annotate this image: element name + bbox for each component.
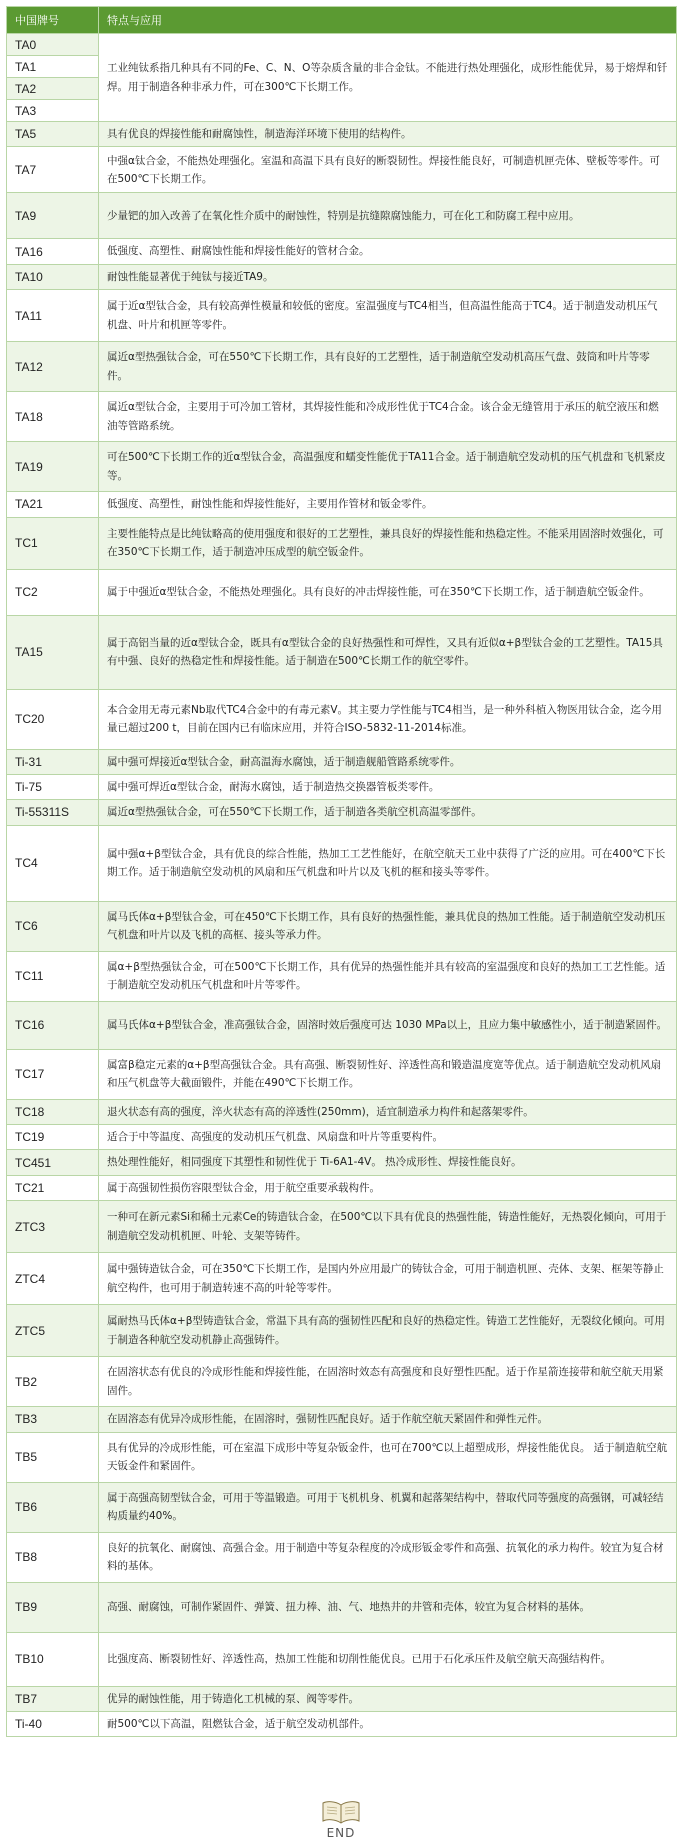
desc-cell: 属中强α+β型钛合金，具有优良的综合性能，热加工工艺性能好，在航空航天工业中获得了广泛的应用。可在400℃下长期工作。适于制造航空发动机的风扇和压气机盘和叶片以及飞机的框和接头等零件。 xyxy=(99,825,677,901)
header-desc: 特点与应用 xyxy=(99,7,677,34)
desc-cell: 本合金用无毒元素Nb取代TC4合金中的有毒元素V。其主要力学性能与TC4相当，是一种外科植入物医用钛合金，迄今用量已超过200 t，目前在国内已有临床应用，并符合ISO-5832-11-2014标准。 xyxy=(99,689,677,749)
grade-cell: ZTC3 xyxy=(7,1201,99,1253)
table-row xyxy=(7,1253,677,1305)
table-row xyxy=(7,492,677,517)
grade-cell: TA0 xyxy=(7,34,99,56)
grade-cell: TA11 xyxy=(7,290,99,342)
grade-cell: TA3 xyxy=(7,100,99,122)
grade-cell: TA1 xyxy=(7,56,99,78)
table-header-row xyxy=(7,7,677,34)
desc-cell: 适合于中等温度、高强度的发动机压气机盘、风扇盘和叶片等重要构件。 xyxy=(99,1125,677,1150)
desc-cell: 具有优良的焊接性能和耐腐蚀性，制造海洋环境下使用的结构件。 xyxy=(99,122,677,147)
table-row xyxy=(7,392,677,442)
table-row xyxy=(7,1150,677,1175)
grade-cell: Ti-40 xyxy=(7,1711,99,1736)
grade-cell: TB5 xyxy=(7,1432,99,1482)
table-row xyxy=(7,1482,677,1532)
grade-cell: TC1 xyxy=(7,517,99,569)
desc-cell: 属α+β型热强钛合金，可在500℃下长期工作，具有优异的热强性能并具有较高的室温强度和良好的热加工工艺性能。适于制造航空发动机压气机盘和叶片等零件。 xyxy=(99,951,677,1001)
table-row xyxy=(7,122,677,147)
grade-cell: TB10 xyxy=(7,1632,99,1686)
grade-cell: ZTC4 xyxy=(7,1253,99,1305)
desc-cell: 属近α型钛合金，主要用于可冷加工管材，其焊接性能和冷成形性优于TC4合金。该合金无缝管用于承压的航空液压和燃油等管路系统。 xyxy=(99,392,677,442)
table-row xyxy=(7,825,677,901)
grade-cell: TB6 xyxy=(7,1482,99,1532)
grade-cell: TA10 xyxy=(7,264,99,289)
grade-cell: TC19 xyxy=(7,1125,99,1150)
desc-cell: 属于中强近α型钛合金，不能热处理强化。具有良好的冲击焊接性能，可在350℃下长期工作，适于制造航空钣金件。 xyxy=(99,569,677,615)
desc-cell: 退火状态有高的强度，淬火状态有高的淬透性(250mm)，适宜制造承力构件和起落架零件。 xyxy=(99,1099,677,1124)
table-row xyxy=(7,774,677,799)
table-row xyxy=(7,1001,677,1049)
desc-cell: 工业纯钛系指几种具有不同的Fe、C、N、O等杂质含量的非合金钛。不能进行热处理强化，成形性能优异，易于熔焊和钎焊。用于制造各种非承力件，可在300℃下长期工作。 xyxy=(99,34,677,122)
desc-cell: 属马氏体α+β型钛合金，准高强钛合金，固溶时效后强度可达 1030 MPa以上，且应力集中敏感性小，适于制造紧固件。 xyxy=(99,1001,677,1049)
table-row xyxy=(7,689,677,749)
desc-cell: 低强度、高塑性、耐腐蚀性能和焊接性能好的管材合金。 xyxy=(99,239,677,264)
table-row xyxy=(7,290,677,342)
grade-cell: TA9 xyxy=(7,193,99,239)
grade-cell: TC6 xyxy=(7,901,99,951)
table-row xyxy=(7,1201,677,1253)
grade-cell: TA5 xyxy=(7,122,99,147)
desc-cell: 属于高强高韧型钛合金，可用于等温锻造。可用于飞机机身、机翼和起落架结构中，替取代同等强度的高强钢，可减轻结构质量约40%。 xyxy=(99,1482,677,1532)
grade-cell: Ti-31 xyxy=(7,749,99,774)
desc-cell: 一种可在新元素Si和稀土元素Ce的铸造钛合金，在500℃以下具有优良的热强性能，铸造性能好，无热裂化倾向，可用于制造航空发动机机匣、叶轮、支架等铸件。 xyxy=(99,1201,677,1253)
table-row xyxy=(7,1357,677,1407)
desc-cell: 低强度、高塑性，耐蚀性能和焊接性能好，主要用作管材和钣金零件。 xyxy=(99,492,677,517)
titanium-grades-table xyxy=(6,6,677,1737)
grade-cell: TC11 xyxy=(7,951,99,1001)
table-row xyxy=(7,800,677,825)
grade-cell: TA12 xyxy=(7,342,99,392)
table-row xyxy=(7,1099,677,1124)
desc-cell: 属富β稳定元素的α+β型高强钛合金。具有高强、断裂韧性好、淬透性高和锻造温度宽等优点。适于制造航空发动机风扇和压气机盘等大截面锻件，并能在490℃下长期工作。 xyxy=(99,1049,677,1099)
grade-cell: TB3 xyxy=(7,1407,99,1432)
grade-cell: Ti-75 xyxy=(7,774,99,799)
table-row xyxy=(7,1532,677,1582)
grade-cell: TA19 xyxy=(7,442,99,492)
footer xyxy=(0,1800,682,1840)
grade-cell: TA16 xyxy=(7,239,99,264)
table-row xyxy=(7,749,677,774)
grade-cell: TC18 xyxy=(7,1099,99,1124)
table-row xyxy=(7,442,677,492)
desc-cell: 属近α型热强钛合金，可在550℃下长期工作，具有良好的工艺塑性，适于制造航空发动机高压气盘、鼓筒和叶片等零件。 xyxy=(99,342,677,392)
desc-cell: 具有优异的冷成形性能，可在室温下成形中等复杂钣金件，也可在700℃以上超塑成形，焊接性能优良。 适于制造航空航天钣金件和紧固件。 xyxy=(99,1432,677,1482)
desc-cell: 属中强可焊近α型钛合金，耐海水腐蚀，适于制造热交换器管板类零件。 xyxy=(99,774,677,799)
table-row xyxy=(7,1686,677,1711)
table-row xyxy=(7,1432,677,1482)
desc-cell: 属于近α型钛合金，具有较高弹性模量和较低的密度。室温强度与TC4相当，但高温性能高于TC4。适于制造发动机压气机盘、叶片和机匣等零件。 xyxy=(99,290,677,342)
desc-cell: 属马氏体α+β型钛合金，可在450℃下长期工作，具有良好的热强性能，兼具优良的热加工性能。适于制造航空发动机压气机盘和叶片以及飞机的高框、接头等承力件。 xyxy=(99,901,677,951)
table-body xyxy=(7,34,677,1737)
table-row xyxy=(7,1582,677,1632)
desc-cell: 耐蚀性能显著优于纯钛与接近TA9。 xyxy=(99,264,677,289)
table-row xyxy=(7,1632,677,1686)
desc-cell: 中强α钛合金，不能热处理强化。室温和高温下具有良好的断裂韧性。焊接性能良好，可制造机匣壳体、壁板等零件。可在500℃下长期工作。 xyxy=(99,147,677,193)
desc-cell: 属中强可焊接近α型钛合金，耐高温海水腐蚀，适于制造舰船管路系统零件。 xyxy=(99,749,677,774)
table-row xyxy=(7,264,677,289)
desc-cell: 主要性能特点是比纯钛略高的使用强度和很好的工艺塑性，兼具良好的焊接性能和热稳定性。不能采用固溶时效强化，可在350℃下长期工作，适于制造冲压成型的航空钣金件。 xyxy=(99,517,677,569)
grade-cell: TB9 xyxy=(7,1582,99,1632)
table-row xyxy=(7,1711,677,1736)
grade-cell: TC16 xyxy=(7,1001,99,1049)
grade-cell: TC4 xyxy=(7,825,99,901)
table-row xyxy=(7,147,677,193)
open-book-icon xyxy=(321,1800,361,1824)
table-row xyxy=(7,342,677,392)
grade-cell: TB8 xyxy=(7,1532,99,1582)
table-row xyxy=(7,517,677,569)
desc-cell: 属于高强韧性损伤容限型钛合金，用于航空重要承载构件。 xyxy=(99,1175,677,1200)
grade-cell: TC2 xyxy=(7,569,99,615)
desc-cell: 属近α型热强钛合金，可在550℃下长期工作，适于制造各类航空机高温零部件。 xyxy=(99,800,677,825)
table-row xyxy=(7,34,677,56)
table-row xyxy=(7,1049,677,1099)
grade-cell: TB7 xyxy=(7,1686,99,1711)
header-grade: 中国牌号 xyxy=(7,7,99,34)
table-row xyxy=(7,901,677,951)
table-row xyxy=(7,951,677,1001)
grade-cell: TA15 xyxy=(7,615,99,689)
desc-cell: 优异的耐蚀性能，用于铸造化工机械的泵、阀等零件。 xyxy=(99,1686,677,1711)
table-row xyxy=(7,569,677,615)
table-row xyxy=(7,615,677,689)
grade-cell: TC21 xyxy=(7,1175,99,1200)
table-row xyxy=(7,1125,677,1150)
desc-cell: 在固溶态有优异冷成形性能，在固溶时，强韧性匹配良好。适于作航空航天紧固件和弹性元件。 xyxy=(99,1407,677,1432)
grade-cell: TA18 xyxy=(7,392,99,442)
desc-cell: 高强、耐腐蚀，可制作紧固件、弹簧、扭力棒、油、气、地热井的井管和壳体，较宜为复合材料的基体。 xyxy=(99,1582,677,1632)
table-row xyxy=(7,1305,677,1357)
desc-cell: 比强度高、断裂韧性好、淬透性高，热加工性能和切削性能优良。已用于石化承压件及航空航天高强结构件。 xyxy=(99,1632,677,1686)
grade-cell: TB2 xyxy=(7,1357,99,1407)
desc-cell: 在固溶状态有优良的冷成形性能和焊接性能，在固溶时效态有高强度和良好塑性匹配。适于作星箭连接带和航空航天用紧固件。 xyxy=(99,1357,677,1407)
table-container xyxy=(6,6,676,1737)
table-row xyxy=(7,239,677,264)
desc-cell: 少量钯的加入改善了在氧化性介质中的耐蚀性，特别是抗缝隙腐蚀能力，可在化工和防腐工程中应用。 xyxy=(99,193,677,239)
desc-cell: 属中强铸造钛合金，可在350℃下长期工作，是国内外应用最广的铸钛合金，可用于制造机匣、壳体、支架、框架等静止航空构件，也可用于制造转速不高的叶轮等零件。 xyxy=(99,1253,677,1305)
grade-cell: TA7 xyxy=(7,147,99,193)
table-row xyxy=(7,1175,677,1200)
desc-cell: 热处理性能好，相同强度下其塑性和韧性优于 Ti-6A1-4V。 热冷成形性、焊接性能良好。 xyxy=(99,1150,677,1175)
table-row xyxy=(7,193,677,239)
desc-cell: 可在500℃下长期工作的近α型钛合金，高温强度和蠕变性能优于TA11合金。适于制造航空发动机的压气机盘和飞机紧皮等。 xyxy=(99,442,677,492)
grade-cell: TC451 xyxy=(7,1150,99,1175)
grade-cell: TC17 xyxy=(7,1049,99,1099)
end-label: END xyxy=(326,1826,356,1840)
desc-cell: 属耐热马氏体α+β型铸造钛合金，常温下具有高的强韧性匹配和良好的热稳定性。铸造工艺性能好，无裂纹化倾向。可用于制造各种航空发动机静止高强铸件。 xyxy=(99,1305,677,1357)
grade-cell: TA21 xyxy=(7,492,99,517)
grade-cell: TA2 xyxy=(7,78,99,100)
grade-cell: ZTC5 xyxy=(7,1305,99,1357)
grade-cell: Ti-55311S xyxy=(7,800,99,825)
desc-cell: 耐500℃以下高温，阻燃钛合金，适于航空发动机部件。 xyxy=(99,1711,677,1736)
table-row xyxy=(7,1407,677,1432)
desc-cell: 属于高铝当量的近α型钛合金，既具有α型钛合金的良好热强性和可焊性，又具有近似α+β型钛合金的工艺塑性。TA15具有中强、良好的热稳定性和焊接性能。适于制造在500℃长期工作的航空零件。 xyxy=(99,615,677,689)
grade-cell: TC20 xyxy=(7,689,99,749)
desc-cell: 良好的抗氧化、耐腐蚀、高强合金。用于制造中等复杂程度的冷成形钣金零件和高强、抗氧化的承力构件。较宜为复合材料的基体。 xyxy=(99,1532,677,1582)
